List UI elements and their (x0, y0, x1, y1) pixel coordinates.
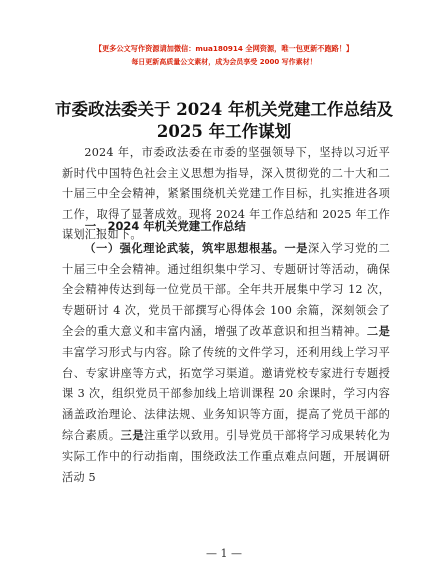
point-text-2: 丰富学习形式与内容。除了传统的文件学习，还利用线上学习平台、专家讲座等方式，拓宽学习渠道。邀请党校专家进行专题授课 3 次，组织党员干部参加线上培训课程 20 余课时，学习内容涵盖政治理论、法律法规、业务知识等方面，提高了党员干部的综合素质。 (62, 345, 390, 443)
document-title-line2: 2025 年工作谋划 (156, 122, 292, 141)
point-label-3: 三是 (120, 428, 145, 443)
subsection-heading-1: （一）强化理论武装，筑牢思想根基。 (84, 241, 285, 255)
page-number: — 1 — (206, 547, 242, 560)
point-label-2: 二是 (366, 324, 391, 339)
intro-paragraph: 2024 年，市委政法委在市委的坚强领导下，坚持以习近平新时代中国特色社会主义思想为指导，深入贯彻党的二十大和二十届三中全会精神，紧紧围绕机关党建工作目标，扎实推进各项工作，取得了显著成效。现将 2024 年工作总结和 2025 年工作谋划汇报如下。 (62, 146, 390, 242)
point-text-3: 注重学以致用。引导党员干部将学习成果转化为实际工作中的行动指南，围绕政法工作重点难点问题，开展调研活动 5 (62, 429, 390, 484)
promo-banner-line2: 每日更新高质量公文素材，成为会员享受 2000 写作素材！ (131, 58, 317, 66)
section-heading-1: 一、2024 年机关党建工作总结 (84, 219, 246, 233)
promo-banner-line1: 【更多公文写作资源请加微信：mua180914 全网资源，唯一包更新不跑路！】 (94, 44, 354, 53)
body-paragraph (62, 238, 390, 488)
document-title-line1: 市委政法委关于 2024 年机关党建工作总结及 (55, 100, 393, 119)
point-label-1: 一是 (284, 241, 308, 255)
point-text-1: 深入学习党的二十届三中全会精神。通过组织集中学习、专题研讨等活动，确保全会精神传达到每一位党员干部。全年共开展集中学习 12 次，专题研讨 4 次，党员干部撰写心得体会 100 余篇，深刻领会了全会的重大意义和丰富内涵，增强了改革意识和担当精神。 (62, 242, 390, 339)
